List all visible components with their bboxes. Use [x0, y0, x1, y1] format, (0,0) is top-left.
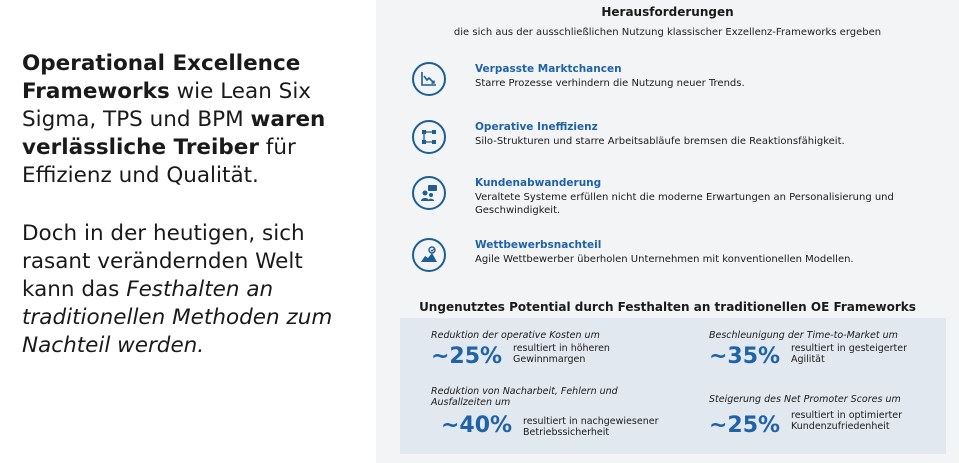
intro-bold-frameworks: Operational Excellence Frameworks [22, 51, 301, 104]
metric-value: ~40% [441, 413, 513, 438]
challenge-title: Operative Ineffizienz [475, 121, 598, 133]
metric-rework [431, 386, 691, 438]
chart-decline-icon [412, 62, 446, 96]
challenge-title: Verpasste Marktchancen [475, 63, 622, 75]
competitor-icon [412, 238, 446, 272]
metric-label: Steigerung des Net Promoter Scores um [709, 394, 901, 405]
metric-cost [431, 330, 691, 369]
intro-paragraph-1 [22, 50, 342, 190]
intro-paragraph-2 [22, 220, 342, 360]
challenge-desc: Starre Prozesse verhindern die Nutzung neuer Trends. [475, 78, 745, 89]
customer-chat-icon [412, 176, 446, 210]
challenge-item-churn [412, 176, 952, 216]
metric-value: ~35% [709, 344, 781, 369]
challenge-item-inefficiency [412, 120, 952, 160]
process-flow-icon [412, 120, 446, 154]
challenge-desc: Veraltete Systeme erfüllen nicht die moderne Erwartungen an Personalisierung und Geschwindigkeit. [475, 192, 894, 216]
intro-text-quality: für Effizienz und Qualität. [22, 135, 296, 188]
metric-value: ~25% [709, 413, 781, 438]
metric-result: resultiert in gesteigerter Agilität [791, 343, 907, 365]
metric-time-to-market [709, 330, 939, 369]
challenges-subtitle: die sich aus der ausschließlichen Nutzung klassischer Exzellenz-Frameworks ergeben [453, 27, 882, 38]
challenges-title: Herausforderungen [601, 5, 734, 19]
intro-text [22, 50, 342, 360]
challenge-title: Wettbewerbsnachteil [475, 239, 602, 251]
intro-bold-drivers: waren verlässliche Treiber [22, 107, 326, 160]
metric-result: resultiert in nachgewiesener Betriebssicherheit [523, 416, 659, 438]
metric-label: Reduktion von Nacharbeit, Fehlern und Ausfallzeiten um [431, 386, 618, 408]
challenge-item-market [412, 62, 952, 102]
metric-value: ~25% [431, 344, 503, 369]
challenge-title: Kundenabwanderung [475, 177, 602, 189]
challenge-item-competition [412, 238, 952, 278]
challenge-desc: Agile Wettbewerber überholen Unternehmen mit konventionellen Modellen. [475, 254, 854, 265]
metric-label: Beschleunigung der Time-to-Market um [709, 330, 898, 341]
metric-label: Reduktion der operative Kosten um [431, 330, 600, 341]
challenges-panel [376, 0, 959, 463]
metric-result: resultiert in höheren Gewinnmargen [513, 343, 610, 365]
intro-text-world: Doch in der heutigen, sich rasant verändernden Welt kann das [22, 221, 305, 302]
intro-text-frameworks: wie Lean Six Sigma, TPS und BPM [22, 79, 312, 132]
potential-title: Ungenutztes Potential durch Festhalten an traditionellen OE Frameworks [419, 300, 916, 314]
metric-nps [709, 394, 939, 438]
potential-box [400, 318, 946, 454]
metric-result: resultiert in optimierter Kundenzufriedenheit [791, 410, 903, 432]
challenge-desc: Silo-Strukturen und starre Arbeitsabläufe bremsen die Reaktionsfähigkeit. [475, 136, 845, 147]
intro-italic-methods: Festhalten an traditionellen Methoden zum Nachteil werden. [22, 277, 333, 358]
